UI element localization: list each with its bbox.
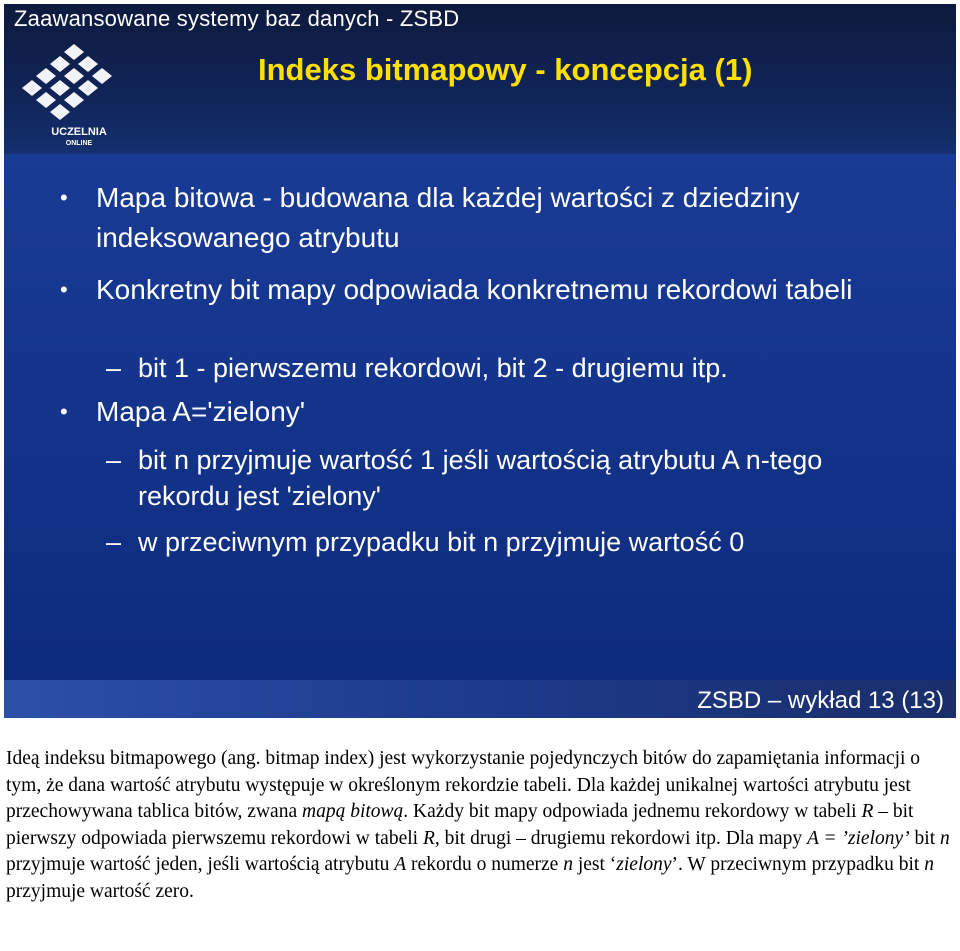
slide-title: Indeks bitmapowy - koncepcja (1) (258, 52, 753, 87)
course-title: Zaawansowane systemy baz danych - ZSBD (14, 6, 460, 31)
caption-emphasis: R (422, 827, 435, 849)
caption-emphasis: A = ’zielony’ (806, 827, 910, 849)
bullet-marker: • (60, 185, 68, 210)
caption-text: , bit drugi – drugiemu rekordowi itp. Dla mapy (434, 827, 807, 849)
bullet-text: Konkretny bit mapy odpowiada konkretnemu rekordowi tabeli (96, 274, 853, 305)
caption-emphasis: zielony (616, 854, 672, 875)
bullet-marker: • (60, 399, 68, 424)
dash-marker: – (106, 353, 122, 383)
caption-emphasis: n (924, 854, 934, 875)
sub-bullet-text: w przeciwnym przypadku bit n przyjmuje wartość 0 (138, 527, 745, 557)
bullet-text: Mapa bitowa - budowana dla każdej wartości z dziedziny indeksowanego atrybutu (96, 182, 800, 253)
logo-wordmark (44, 126, 114, 150)
bullet-marker: • (60, 277, 68, 302)
lecture-notes-paragraph (6, 746, 956, 905)
bullet-item (60, 392, 916, 432)
caption-emphasis: R (861, 801, 874, 822)
caption-text: – bit pierwszy odpowiada pierwszemu rekordowi w tabeli (6, 801, 914, 849)
dash-marker: – (106, 445, 122, 475)
slide-footer: ZSBD – wykład 13 (13) (697, 687, 944, 714)
sub-bullet-item (106, 442, 898, 514)
caption-emphasis: mapą bitową (301, 801, 404, 822)
sub-bullet-item (106, 524, 898, 560)
caption-text: przyjmuje wartość jeden, jeśli wartością atrybutu (6, 854, 395, 875)
caption-text: rekordu o numerze (406, 854, 564, 875)
dash-marker: – (106, 527, 122, 557)
caption-text: Ideą indeksu bitmapowego (ang. bitmap index) jest wykorzystanie pojedynczych bitów do zapamiętania informacji o tym, że dana wartość atrybutu występuje w określonym rekordzie tabeli. Dla każdej unikalnej wartości atrybutu jest przechowywana tablica bitów, zwana (6, 748, 921, 822)
caption-text: bit (909, 827, 940, 849)
logo-line-2: ONLINE (65, 140, 93, 147)
caption-text: ’. W przeciwnym przypadku bit (671, 854, 925, 875)
caption-text: jest ‘ (572, 854, 617, 875)
presentation-slide (4, 4, 956, 718)
bullet-item (60, 178, 916, 258)
sub-bullet-text: bit 1 - pierwszemu rekordowi, bit 2 - drugiemu itp. (138, 353, 728, 383)
bullet-item (60, 270, 916, 310)
caption-emphasis: A (394, 854, 407, 875)
caption-text: przyjmuje wartość zero. (6, 880, 194, 902)
bullet-text: Mapa A='zielony' (96, 396, 306, 427)
sub-bullet-item (106, 350, 898, 386)
caption-text: . Każdy bit mapy odpowiada jednemu rekordowy w tabeli (403, 801, 862, 822)
caption-emphasis: n (940, 827, 950, 849)
sub-bullet-text: bit n przyjmuje wartość 1 jeśli wartością atrybutu A n-tego rekordu jest 'zielony' (138, 445, 823, 511)
logo-line-1: UCZELNIA (51, 126, 107, 138)
caption-emphasis: n (563, 854, 573, 875)
